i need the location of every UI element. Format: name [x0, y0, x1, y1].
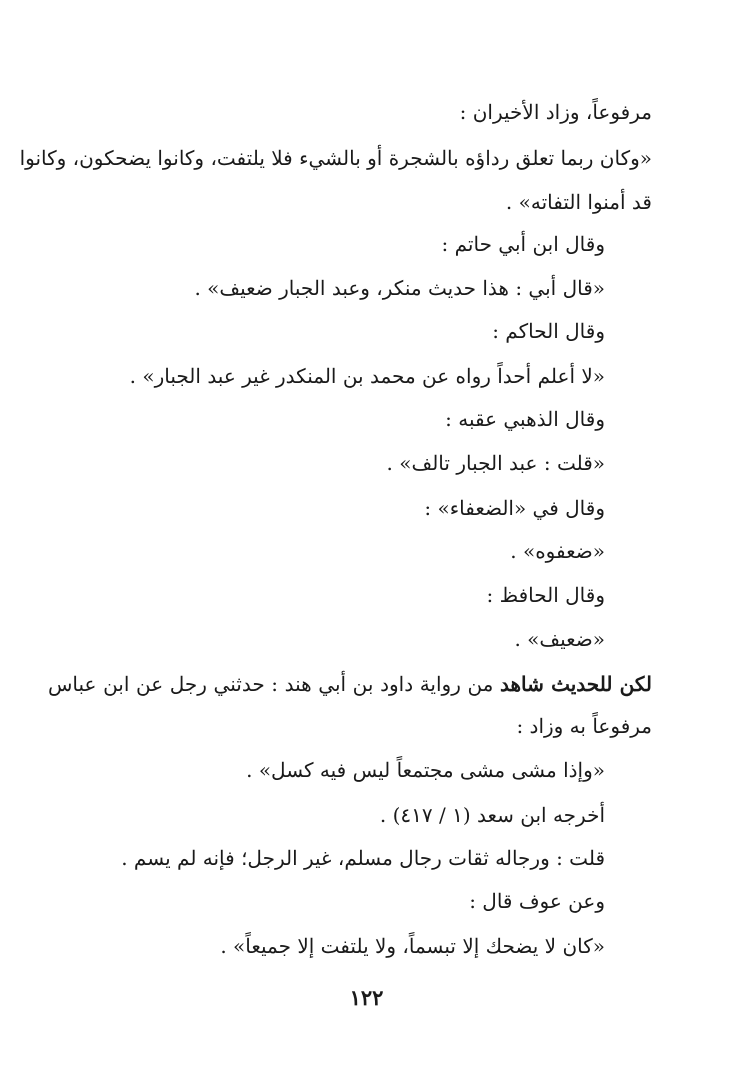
text-line: وقال ابن أبي حاتم : — [441, 232, 605, 256]
text-rest: من رواية داود بن أبي هند : حدثني رجل عن ابن عباس — [48, 672, 500, 696]
page-number: ١٢٢ — [349, 985, 384, 1010]
text-line: «وإذا مشى مشى مجتمعاً ليس فيه كسل» . — [246, 758, 605, 782]
text-line: «ضعفوه» . — [510, 539, 605, 563]
text-line: وقال في «الضعفاء» : — [424, 496, 605, 520]
text-line: وعن عوف قال : — [469, 889, 605, 913]
text-line: «وكان ربما تعلق رداؤه بالشجرة أو بالشيء فلا يلتفت، وكانوا يضحكون، وكانوا — [19, 146, 652, 170]
text-line: مرفوعاً به وزاد : — [516, 714, 652, 738]
text-line: قلت : ورجاله ثقات رجال مسلم، غير الرجل؛ فإنه لم يسم . — [121, 846, 605, 870]
text-line: قد أمنوا التفاته» . — [505, 190, 652, 214]
text-line: «قلت : عبد الجبار تالف» . — [386, 451, 605, 475]
text-line: «كان لا يضحك إلا تبسماً، ولا يلتفت إلا جميعاً» . — [220, 934, 605, 958]
text-line: وقال الذهبي عقبه : — [445, 407, 605, 431]
bold-phrase: لكن للحديث شاهد — [500, 672, 652, 696]
text-line: وقال الحافظ : — [486, 583, 605, 607]
text-line: أخرجه ابن سعد (١ / ٤١٧) . — [379, 803, 605, 827]
text-line: وقال الحاكم : — [492, 319, 605, 343]
text-line: «ضعيف» . — [514, 627, 605, 651]
text-line: مرفوعاً، وزاد الأخيران : — [459, 100, 652, 124]
text-line: «لا أعلم أحداً رواه عن محمد بن المنكدر غير عبد الجبار» . — [129, 364, 605, 388]
text-line — [48, 669, 652, 699]
text-line: «قال أبي : هذا حديث منكر، وعبد الجبار ضعيف» . — [194, 276, 605, 300]
